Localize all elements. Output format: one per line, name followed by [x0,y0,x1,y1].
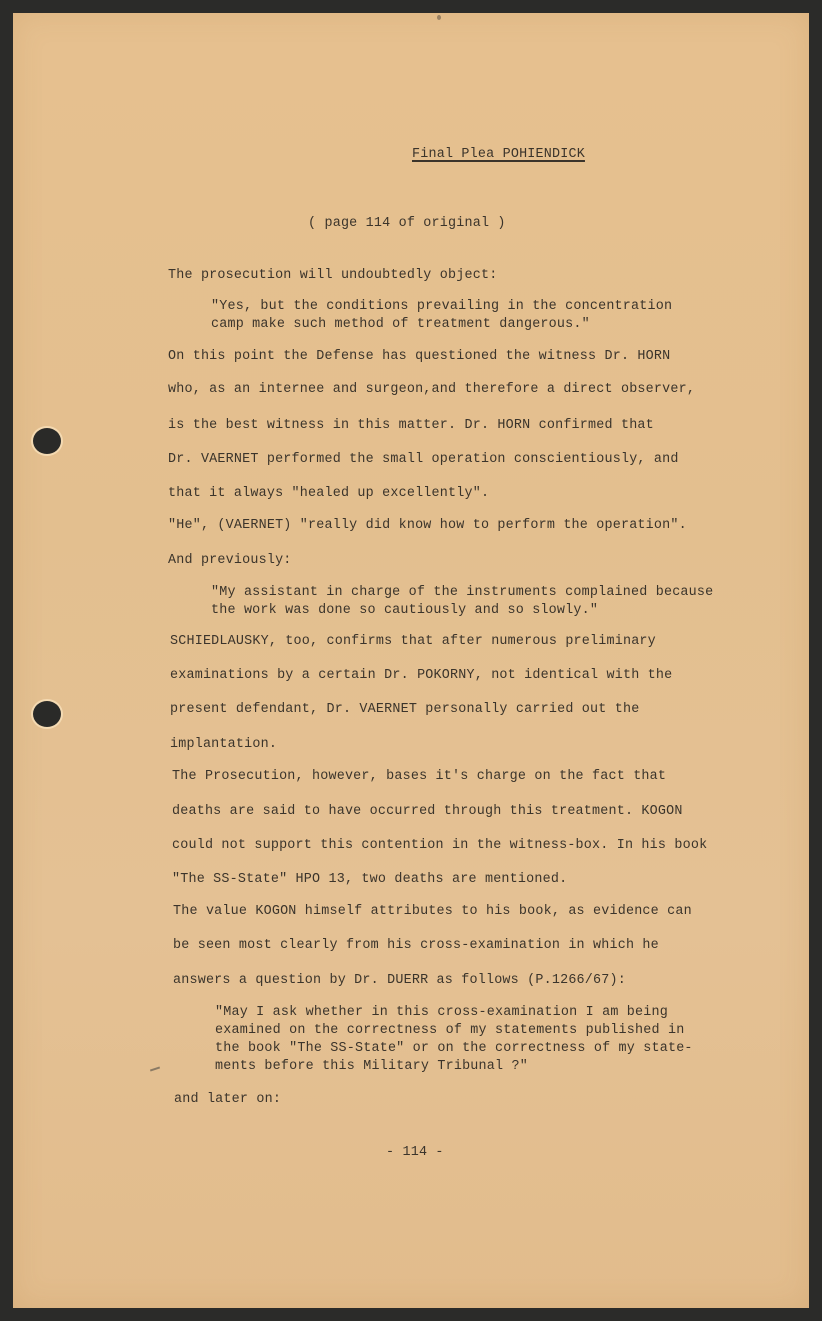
paragraph-line: The value KOGON himself attributes to his book, as evidence can [173,904,692,919]
paragraph-line: could not support this contention in the witness-box. In his book [172,838,708,853]
page-number: - 114 - [386,1145,444,1160]
document-subheader: ( page 114 of original ) [308,216,506,231]
document-header: Final Plea POHIENDICK [412,147,585,162]
quote-line: "May I ask whether in this cross-examination I am being [215,1005,668,1020]
paragraph-line: and later on: [174,1092,282,1107]
paragraph-line: who, as an internee and surgeon,and therefore a direct observer, [168,382,696,397]
quote-line: camp make such method of treatment dangerous." [211,317,590,332]
quote-line: ments before this Military Tribunal ?" [215,1059,528,1074]
paragraph-line: answers a question by Dr. DUERR as follows (P.1266/67): [173,973,626,988]
block-quote [211,298,672,334]
quote-line: the work was done so cautiously and so slowly." [211,603,599,618]
block-quote [215,1004,693,1076]
paragraph-line: present defendant, Dr. VAERNET personally carried out the [170,702,640,717]
paragraph-line: that it always "healed up excellently". [168,486,490,501]
paragraph-line: The prosecution will undoubtedly object: [168,268,498,283]
quote-line: examined on the correctness of my statements published in [215,1023,685,1038]
quote-line: the book "The SS-State" or on the correctness of my state- [215,1041,693,1056]
paragraph-line: Dr. VAERNET performed the small operation conscientiously, and [168,452,679,467]
paragraph-line: implantation. [170,737,278,752]
paragraph-line: deaths are said to have occurred through this treatment. KOGON [172,804,683,819]
paragraph-line: examinations by a certain Dr. POKORNY, not identical with the [170,668,673,683]
paragraph-line: "The SS-State" HPO 13, two deaths are mentioned. [172,872,568,887]
block-quote [211,584,713,620]
paragraph-line: And previously: [168,553,292,568]
paragraph-line: The Prosecution, however, bases it's charge on the fact that [172,769,667,784]
quote-line: "My assistant in charge of the instruments complained because [211,585,714,600]
punch-hole-bottom [33,701,61,727]
quote-line: "Yes, but the conditions prevailing in the concentration [211,299,673,314]
paragraph-line: SCHIEDLAUSKY, too, confirms that after numerous preliminary [170,634,656,649]
staple-mark [437,15,441,20]
paragraph-line: "He", (VAERNET) "really did know how to perform the operation". [168,518,687,533]
document-page [13,13,809,1308]
punch-hole-top [33,428,61,454]
paragraph-line: On this point the Defense has questioned the witness Dr. HORN [168,349,671,364]
paragraph-line: be seen most clearly from his cross-examination in which he [173,938,659,953]
paragraph-line: is the best witness in this matter. Dr. HORN confirmed that [168,418,654,433]
